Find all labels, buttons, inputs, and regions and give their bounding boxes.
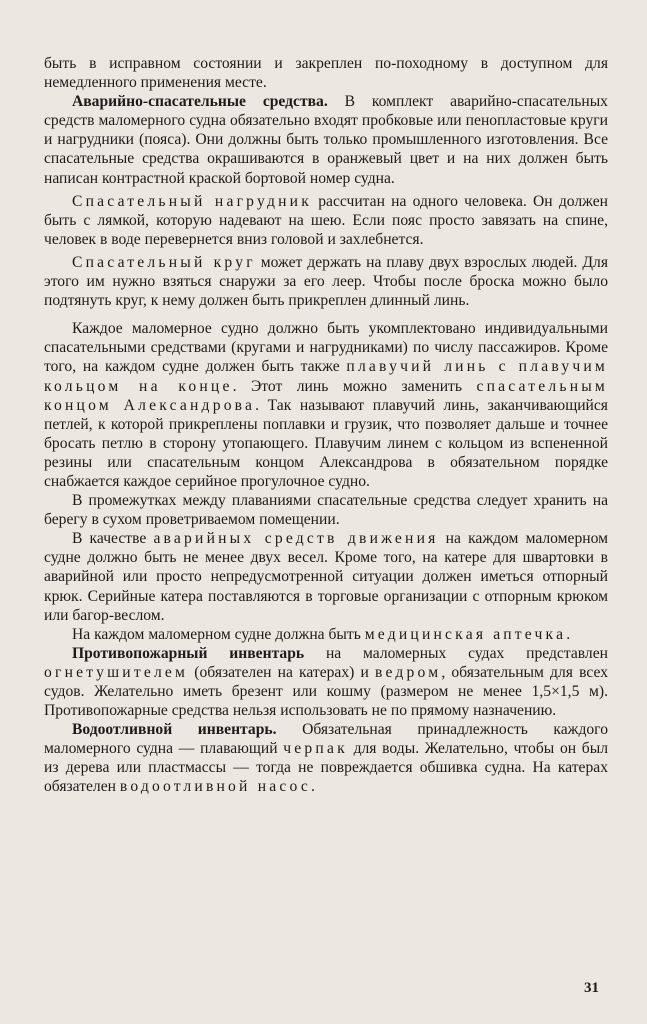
text-run: В качестве xyxy=(72,530,154,548)
text-run: , обязательным для всех судов. Желательно иметь брезент или кошму (размером не менее 1,5×1,5 м). Противопожарные средства нельзя использовать не по прямому назначению. xyxy=(44,663,609,720)
text-run: В комплект аварийно-спасательных средств маломерного судна обязательно входят пробковые или пенопластовые круги и нагрудники (пояса). Они должны быть только промышленного изготовления. Все спасательные средства окрашиваются в оранжевый цвет и на них должен быть написан контрастной краской бортовой номер судна. xyxy=(44,93,608,187)
spaced-term: плавучий линь с плавучим кольцом на конце xyxy=(44,358,609,395)
paragraph xyxy=(44,92,608,187)
paragraph xyxy=(44,491,608,529)
text-run: быть в исправном состоянии и закреплен по-походному в доступном для немедленного применения месте. xyxy=(44,55,608,92)
spaced-term: ведром xyxy=(375,663,442,681)
text-run: для воды. Желательно, чтобы он был из дерева или пластмассы — тогда не повреждается обшивка судна. На катерах обязателен xyxy=(44,740,608,796)
spaced-term: Спасательный круг xyxy=(72,253,256,271)
text-run: рассчитан на одного человека. Он должен быть с лямкой, которую надевают на шею. Если пояс просто завязать на спине, человек в воде перевернется вниз головой и захлебнется. xyxy=(44,192,608,248)
section-heading-fire-equipment: Противопожарный инвентарь xyxy=(72,644,305,662)
paragraph xyxy=(44,192,608,249)
spaced-term: водоотливной насос xyxy=(119,778,311,796)
spaced-term: медицинская аптечка xyxy=(364,625,567,643)
spaced-term: огнетушителем xyxy=(44,663,189,681)
paragraph xyxy=(44,529,608,624)
page-number: 31 xyxy=(584,980,599,996)
text-run: (обязателен на катерах) и xyxy=(188,663,376,681)
text-run: В промежутках между плаваниями спасательные средства следует хранить на берегу в сухом проветриваемом помещении. xyxy=(44,492,608,529)
paragraph xyxy=(44,54,608,92)
text-run: На каждом маломерном судне должна быть xyxy=(72,625,365,643)
paragraph xyxy=(44,644,608,720)
spaced-term: черпак xyxy=(283,740,348,758)
paragraph xyxy=(44,253,608,310)
text-run: может держать на плаву двух взрослых людей. Для этого им нужно взяться снаружи за его леер. Чтобы после броска можно было подтянуть круг, к нему должен быть прикреплен длинный линь. xyxy=(44,253,608,310)
spaced-term: аварийных средств движения xyxy=(153,530,439,548)
text-run: на каждом маломерном судне должно быть не менее двух весел. Кроме того, на катере для швартовки в аварийной или просто непредусмотренной ситуации должен иметься отпорный крюк. Серийные катера поставляются в торговые организации с отпорным крюком или багор-веслом. xyxy=(44,530,608,624)
spaced-term: спасательным концом Александрова xyxy=(44,377,608,414)
body-text xyxy=(44,54,608,797)
paragraph xyxy=(44,720,608,796)
section-heading-bailing-equipment: Водоотливной инвентарь. xyxy=(72,721,277,739)
text-run: Обязательная принадлежность каждого маломерного судна — плавающий xyxy=(44,721,608,758)
paragraph xyxy=(44,625,608,644)
text-run: . xyxy=(311,778,315,796)
text-run: . xyxy=(566,625,571,643)
paragraph xyxy=(44,319,608,491)
text-run: . Так называют плавучий линь, заканчивающийся петлей, к которой прикреплены поплавки и грузик, что позволяет дальше и точнее бросать петлю в сторону утопающего. Плавучим линем с кольцом из вспененной резины или спасательным концом Александрова в обязательном порядке снабжается каждое серийное прогулочное судно. xyxy=(44,396,608,490)
text-run: на маломерных судах представлен xyxy=(304,644,608,662)
section-heading-emergency-rescue: Аварийно-спасательные средства. xyxy=(72,93,328,111)
text-run: Каждое маломерное судно должно быть укомплектовано индивидуальными спасательными средствами (кругами и нагрудниками) по числу пассажиров. Кроме того, на каждом судне должен быть также xyxy=(44,320,608,376)
spaced-term: Спасательный нагрудник xyxy=(72,192,312,210)
text-run: . Этот линь можно заменить xyxy=(232,377,477,395)
